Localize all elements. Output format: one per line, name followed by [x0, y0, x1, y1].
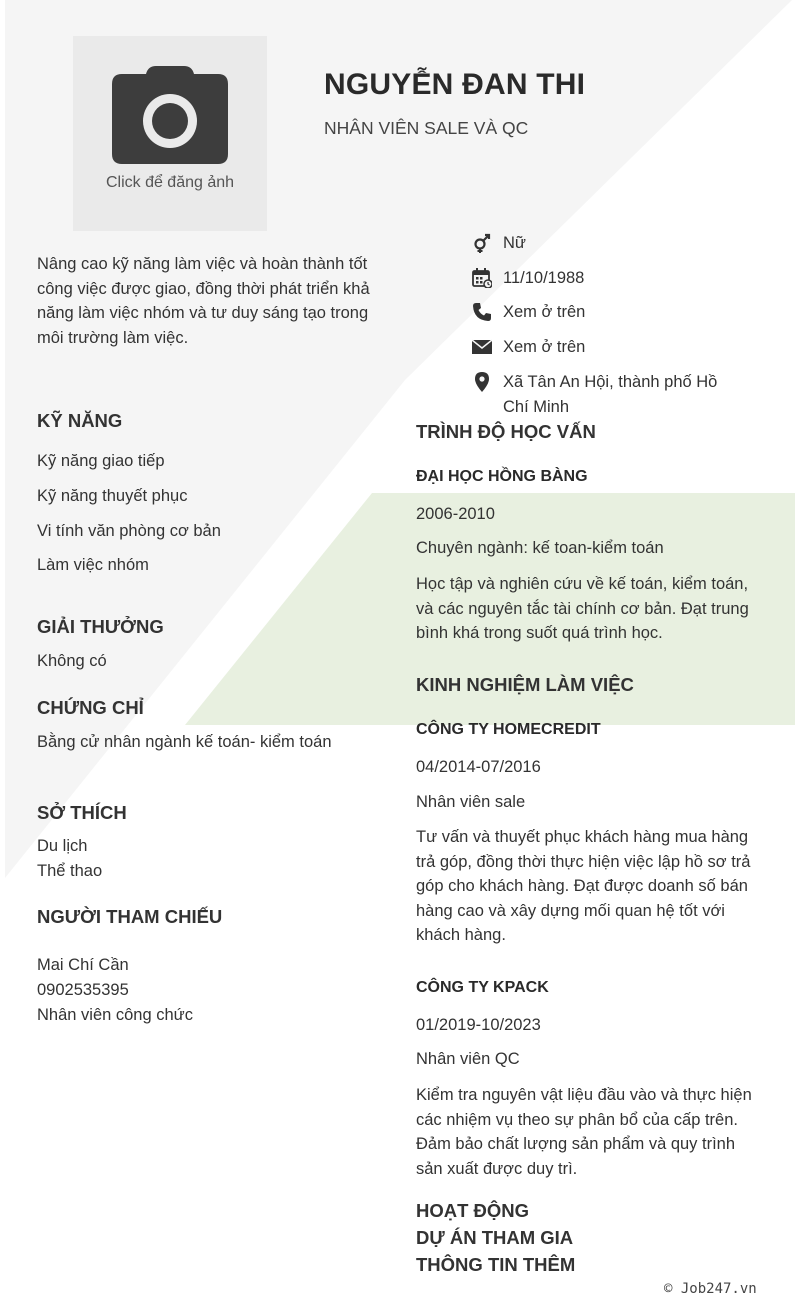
gender-text: Nữ — [503, 234, 526, 252]
company-name: CÔNG TY KPACK — [416, 979, 549, 996]
phone-icon — [472, 302, 492, 322]
education-heading: TRÌNH ĐỘ HỌC VẤN — [416, 421, 596, 442]
skill-item: Kỹ năng thuyết phục — [37, 487, 188, 505]
photo-upload[interactable] — [73, 36, 267, 231]
phone-text: Xem ở trên — [503, 303, 586, 321]
skills-heading: KỸ NĂNG — [37, 410, 123, 431]
career-objective: Nâng cao kỹ năng làm việc và hoàn thành tốt công việc được giao, đồng thời phát triển khả năng làm việc nhóm và tư duy sáng tạo trong môi trường làm việc. — [37, 255, 370, 347]
skill-item: Kỹ năng giao tiếp — [37, 452, 165, 470]
job-period: 01/2019-10/2023 — [416, 1016, 541, 1034]
job-role: Nhân viên QC — [416, 1050, 520, 1068]
company-name: CÔNG TY HOMECREDIT — [416, 721, 601, 738]
projects-heading: DỰ ÁN THAM GIA — [416, 1227, 574, 1248]
certificates-heading: CHỨNG CHỈ — [37, 697, 144, 718]
skill-item: Làm việc nhóm — [37, 556, 149, 574]
camera-icon — [112, 64, 228, 164]
calendar-icon — [472, 268, 492, 288]
job-period: 04/2014-07/2016 — [416, 758, 541, 776]
skill-item: Vi tính văn phòng cơ bản — [37, 522, 221, 540]
hobby-item: Du lịch — [37, 837, 88, 855]
references-heading: NGƯỜI THAM CHIẾU — [37, 906, 223, 927]
email-icon — [472, 337, 492, 357]
address-text: Xã Tân An Hội, thành phố Hồ Chí Minh — [503, 373, 718, 416]
awards-text: Không có — [37, 652, 107, 670]
dob-text: 11/10/1988 — [503, 269, 585, 287]
reference-phone: 0902535395 — [37, 981, 129, 999]
email-text: Xem ở trên — [503, 338, 586, 356]
education-major: Chuyên ngành: kế toan-kiểm toán — [416, 539, 664, 557]
copyright-footer: © Job247.vn — [664, 1281, 757, 1297]
hobbies-heading: SỞ THÍCH — [37, 802, 127, 823]
job-description: Kiểm tra nguyên vật liệu đầu vào và thực hiện các nhiệm vụ theo sự phân bổ của cấp trên. Đảm bảo chất lượng sản phẩm và quy trình sản xuất được duy trì. — [416, 1086, 752, 1178]
experience-heading: KINH NGHIỆM LÀM VIỆC — [416, 674, 634, 695]
reference-name: Mai Chí Cần — [37, 956, 129, 974]
education-period: 2006-2010 — [416, 505, 495, 523]
education-description: Học tập và nghiên cứu về kế toán, kiểm toán, và các nguyên tắc tài chính cơ bản. Đạt trung bình khá trong suốt quá trình học. — [416, 575, 749, 643]
reference-role: Nhân viên công chức — [37, 1006, 193, 1024]
job-title: NHÂN VIÊN SALE VÀ QC — [324, 118, 529, 138]
certificates-text: Bằng cử nhân ngành kế toán- kiểm toán — [37, 733, 332, 751]
job-role: Nhân viên sale — [416, 793, 526, 811]
job-description: Tư vấn và thuyết phục khách hàng mua hàng trả góp, đồng thời thực hiện việc lập hồ sơ trả góp cho khách hàng. Đạt được doanh số bán hàng cao và xây dựng mối quan hệ tốt với khách hàng. — [416, 828, 751, 945]
location-pin-icon — [472, 372, 492, 392]
full-name: NGUYỄN ĐAN THI — [324, 68, 586, 101]
awards-heading: GIẢI THƯỞNG — [37, 616, 164, 637]
activities-heading: HOẠT ĐỘNG — [416, 1200, 530, 1221]
gender-icon — [472, 233, 492, 253]
photo-caption: Click để đăng ảnh — [105, 174, 235, 191]
hobby-item: Thể thao — [37, 862, 103, 880]
additional-info-heading: THÔNG TIN THÊM — [416, 1254, 576, 1275]
school-name: ĐẠI HỌC HỒNG BÀNG — [416, 468, 588, 485]
